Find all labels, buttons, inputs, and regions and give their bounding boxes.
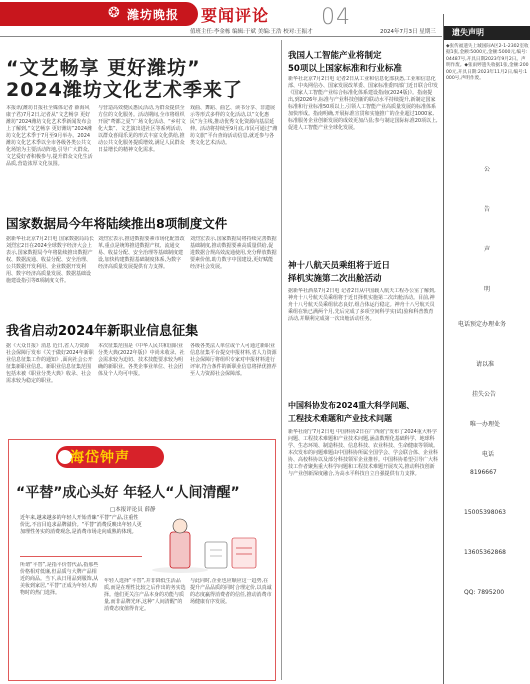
lead-body-col1: 本报讯(潍坊日报社全媒体记者 薛海风 康子君)7月2日,记者从“文艺畅享 更好潍坊”2024潍坊文化艺术季新闻发布会上了解到,“文艺畅享 更好潍坊”2024潍坊文化艺术季于7月至9月举办。2024潍坊文化艺术季以全市各级各类公共文化场馆为主要活动阵地,引导广大群众、文艺爱好者积极参与,提升群众文化生活品质,营造浓厚文化氛围。 (6, 105, 93, 167)
right-story3-title-line2: 工程技术难题和产业技术问题 (288, 414, 392, 423)
commentary-byline: □本报评论员 薛静 (110, 507, 156, 513)
commentary-tag (56, 444, 176, 476)
header-rule (0, 36, 442, 37)
editor-credits: 值班主任:李金栋 编辑:于斌 美编:王浩 校对:王振才 (190, 29, 313, 35)
story3-body-col1: 据《大众日报》消息 近日,省人力资源社会保障厅发布《关于做好2024年新职业信息征集工作的通知》,面向社会公开征集新职业信息。新职业信息征集范围包括未被《职业分类大典》收录、社会需求较为稳定的职业。 (6, 343, 94, 384)
story3-title: 我省启动2024年新职业信息征集 (6, 324, 199, 339)
right-story1-title-line1: 我国人工智能产业将制定 (288, 51, 382, 61)
notice-sidebar (443, 14, 530, 684)
right-story2-title-line1: 神十八航天员乘组将于近日 (288, 261, 391, 271)
sidebar-item: 明 (484, 286, 491, 293)
commentary-body-col3: 与此同时,企业也应顺应这一趋势,在提升产品品质的同时合理定价,以真诚的态度赢得消费者的信任,推动消费市场健康有序发展。 (190, 578, 272, 605)
commentary-headline: “平替”成心头好 年轻人“人间清醒” (16, 485, 240, 501)
sidebar-item: 声 (484, 246, 491, 253)
sidebar-qq: QQ: 7895200 (464, 589, 505, 596)
commentary-illustration (150, 512, 270, 576)
commentary-body-col2: 年轻人选择“平替”,并非降低生活品质,而是在理性比较之后作出的务实选择。他们更关注产品本身的功能与质量,而非品牌光环,这种“人间清醒”的消费态度值得肯定。 (104, 578, 186, 612)
issue-date: 2024年7月3日 星期三 (380, 29, 436, 35)
page-number: 04 (321, 5, 351, 30)
story3-body-col3: 各级各类法人单位或个人可通过新职业信息征集平台提交申报材料,省人力资源社会保障厅将组织专家对申报材料进行评审,符合条件的新职业信息将择优推荐至人力资源社会保障部。 (190, 343, 277, 377)
right-story2-title-line2: 择机实施第二次出舱活动 (288, 274, 382, 284)
sidebar-item: 挂失公告 (472, 391, 497, 398)
commentary-body-col1: 所谓“平替”,是指平价替代品,指那些价格相对低廉,但品质与大牌产品相近的商品。当下,从日用品到服饰,从美妆到家居,“平替”正成为年轻人购物时的热门选择。 (20, 562, 99, 596)
sidebar-phone: 8196667 (470, 469, 497, 476)
sidebar-heading: 遗失声明 (444, 26, 530, 40)
story2-body-col2: 刘烈宏表示,推进数据要素市场化配置改革,重点是统筹推进数据产权、流通交易、收益分配、安全治理等基础制度建设,加快构建数据基础制度体系,为数字经济高质量发展提供有力支撑。 (98, 236, 185, 270)
right-story2-body: 据新华社酒泉7月2日电 记者2日从中国载人航天工程办公室了解到,神舟十八号航天员乘组将于近日择机实施第二次出舱活动。目前,神舟十八号航天员乘组状态良好,组合体运行稳定。神舟十八号航天员乘组在轨已满两个月,先后完成了多项空间科学实(试)验和科普教育活动,并顺利完成第一次出舱活动任务。 (288, 288, 436, 322)
right-story3-body: 新华社南宁7月2日电 中国科协2日在广西南宁发布了2024重大科学问题、工程技术难题和产业技术问题,涵盖数理化基础科学、地球科学、生态环境、制造科技、信息科技、农业科技、生命健康等领域。本次发布的问题难题由中国科协所属全国学会、学会联合体、企业科协、高校科协以及部分科技领军企业推荐。中国科协希望引导广大科技工作者聚焦重大科学问题和工程技术难题开展攻关,推动科技创新与产业创新深度融合,为高水平科技自立自强提供有力支撑。 (288, 429, 438, 477)
lead-body-col3: 戏曲、舞蹈、曲艺、读书分享、非遗展示等形式多样的文化活动,以“文化惠民”为主线,推动优秀文化资源向基层延伸。活动将持续至9月底,市民可通过“潍坊文旅”平台查询活动信息,就近参与各类文化艺术活动。 (190, 105, 278, 146)
story2-title: 国家数据局今年将陆续推出8项制度文件 (6, 216, 228, 231)
paper-name: 潍坊晚报 (127, 8, 180, 22)
story2-body-col3: 刘烈宏表示,国家数据局将持续完善数据基础制度,推动数据要素高质量供给,促进数据合规高效流通使用,充分释放数据要素价值,助力数字中国建设,更好赋能经济社会发展。 (190, 236, 277, 270)
masthead-banner (0, 2, 198, 26)
right-story3-title-line1: 中国科协发布2024重大科学问题、 (288, 401, 415, 410)
quote-rule (20, 556, 142, 557)
right-story1-body: 新华社北京7月2日电 记者2日从工业和信息化部获悉,工业和信息化部、中央网信办、国家发展改革委、国家标准委四部门近日联合印发《国家人工智能产业综合标准化体系建设指南(2024版)》。指南提出,到2026年,标准与产业科技创新的联动水平持续提升,新制定国家标准和行业标准50项以上,引领人工智能产业高质量发展的标准体系加快形成。指南明确,开展标准宣贯和实施推广的企业超过1000家,标准服务企业创新发展的成效更加凸显;参与制定国际标准20项以上,促进人工智能产业全球化发展。 (288, 76, 438, 131)
lead-body-col2: 与营造高效便民惠民活动,为群众提供全方位的文化服务。活动期间,全市将组织开展“鸢都之夏”广场文化活动、“乡村文化大集”、文艺演出进社区等系列活动,以群众喜闻乐见的形式丰富文化供给,推动公共文化服务提质增效,满足人民群众日益增长的精神文化需求。 (98, 105, 186, 153)
sidebar-item: 电话 (482, 451, 495, 458)
sidebar-item: 公 (484, 166, 491, 173)
sidebar-phone: 13605362868 (464, 549, 506, 556)
sidebar-item: 告 (484, 206, 491, 213)
sidebar-phone: 15005398063 (464, 509, 506, 516)
lead-title-line2: 2024潍坊文化艺术季来了 (6, 79, 243, 101)
commentary-tag-label: 海岱钟声 (70, 450, 130, 466)
sidebar-item: 唯一办理处 (470, 421, 501, 428)
column-divider (281, 40, 282, 680)
story3-body-col2: 本次征集范围是《中华人民共和国职业分类大典(2022年版)》中尚未收录、社会需求较为迫切、技术技能要求较为明确的新职业。各类企事业单位、社会团体及个人均可申报。 (98, 343, 185, 377)
lead-title-line1: “文艺畅享 更好潍坊” (6, 57, 201, 79)
commentary-quote: 近年来,越来越多的年轻人开始青睐“平替”产品,注重性价比,不盲目追求品牌溢价。“平替”消费反映出年轻人更加理性务实的消费观念,是消费市场走向成熟的体现。 (20, 515, 142, 535)
sidebar-notice: ◆张传福遗失上城国际A区2-1-2302室收据1张,金额:5000元,金额:5000元,编号:04487号,开具日期2023年9月2日。声明作废。◆张雨婷遗失收据1张,金额:20000元,开具日期:2023年11月2日,编号:1000号,声明作废。 (446, 44, 529, 82)
sidebar-item: 请以准 (476, 361, 495, 368)
paper-logo-icon: ❂ (108, 5, 120, 21)
section-title: 要闻评论 (201, 6, 270, 25)
story2-body-col1: 据新华社北京7月2日电 国家数据局局长刘烈宏2日在2024全球数字经济大会上表示,国家数据局今年将陆续推出数据产权、数据流通、收益分配、安全治理、公共数据开发利用、企业数据开发利用、数字经济高质量发展、数据基础设施建设指引等8项制度文件。 (6, 236, 94, 284)
sidebar-item: 电话预定办理业务 (458, 321, 507, 328)
right-story1-title-line2: 50项以上国家标准和行业标准 (288, 64, 402, 74)
